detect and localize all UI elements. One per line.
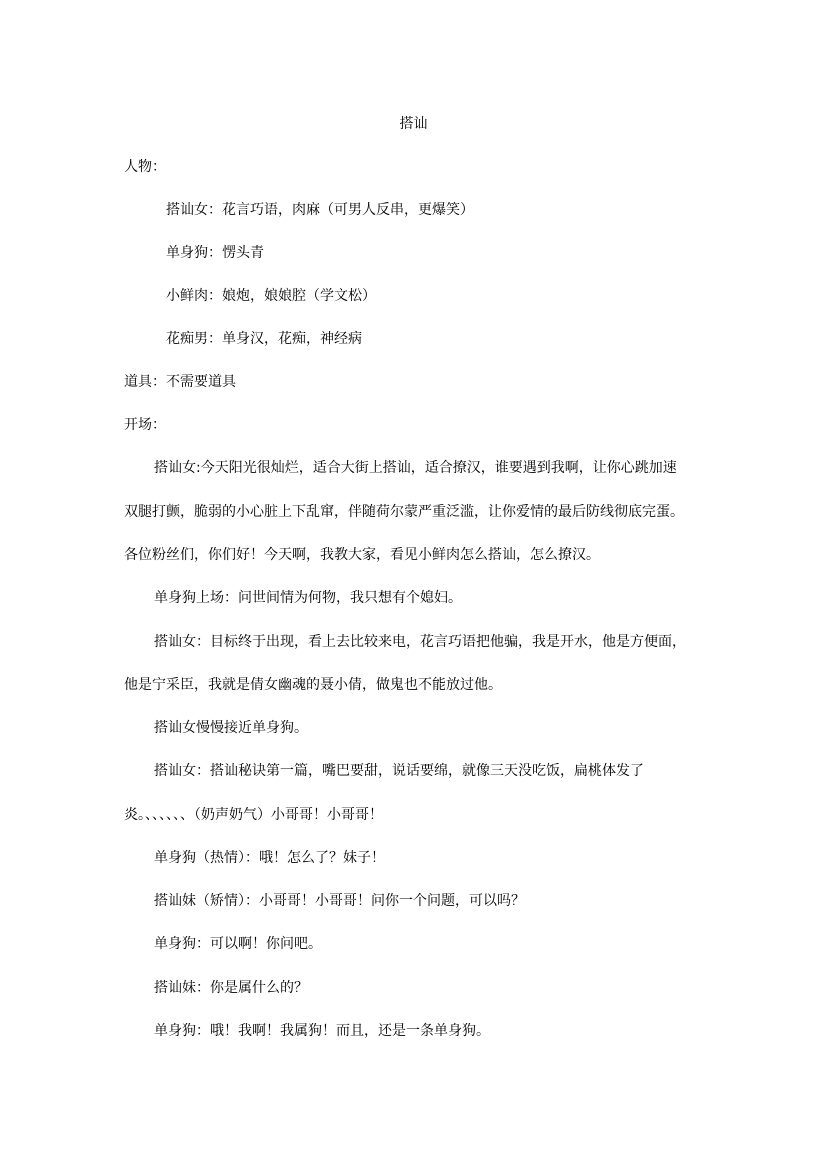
script-line: 搭讪妹（矫情）：小哥哥！小哥哥！问你一个问题，可以吗？ (154, 893, 525, 909)
script-line: 单身狗上场：问世间情为何物，我只想有个媳妇。 (154, 590, 462, 606)
script-line: 双腿打颤，脆弱的小心脏上下乱窜，伴随荷尔蒙严重泛滥，让你爱情的最后防线彻底完蛋。 (124, 504, 684, 520)
page-title: 搭讪 (399, 116, 428, 132)
script-line: 搭讪妹：你是属什么的？ (154, 980, 308, 996)
script-line: 单身狗：哦！我啊！我属狗！而且，还是一条单身狗。 (154, 1023, 490, 1039)
props-line: 道具：不需要道具 (124, 374, 236, 390)
script-line: 单身狗：可以啊！你问吧。 (154, 936, 322, 952)
script-line: 炎。、、、、、、（奶声奶气）小哥哥！小哥哥！ (124, 807, 383, 823)
cast-item: 单身狗：愣头青 (166, 245, 264, 261)
cast-heading: 人物： (124, 159, 166, 175)
script-line: 他是宁采臣，我就是倩女幽魂的聂小倩，做鬼也不能放过他。 (124, 677, 502, 693)
script-line: 各位粉丝们，你们好！今天啊，我教大家，看见小鲜肉怎么搭讪，怎么撩汉。 (124, 547, 600, 563)
cast-item: 搭讪女：花言巧语，肉麻（可男人反串，更爆笑） (166, 202, 474, 218)
cast-item: 小鲜肉：娘炮，娘娘腔（学文松） (166, 288, 376, 304)
script-line: 单身狗（热情）：哦！怎么了？妹子！ (154, 850, 385, 866)
opening-heading: 开场： (124, 417, 166, 433)
script-line: 搭讪女：搭讪秘诀第一篇，嘴巴要甜，说话要绵，就像三天没吃饭，扁桃体发了 (154, 763, 644, 779)
stage-direction: 搭讪女慢慢接近单身狗。 (154, 720, 308, 736)
script-line: 搭讪女：目标终于出现，看上去比较来电，花言巧语把他骗，我是开水，他是方便面， (154, 634, 686, 650)
script-line: 搭讪女:今天阳光很灿烂，适合大街上搭讪，适合撩汉，谁要遇到我啊，让你心跳加速 (154, 460, 677, 476)
cast-item: 花痴男：单身汉，花痴，神经病 (166, 331, 362, 347)
